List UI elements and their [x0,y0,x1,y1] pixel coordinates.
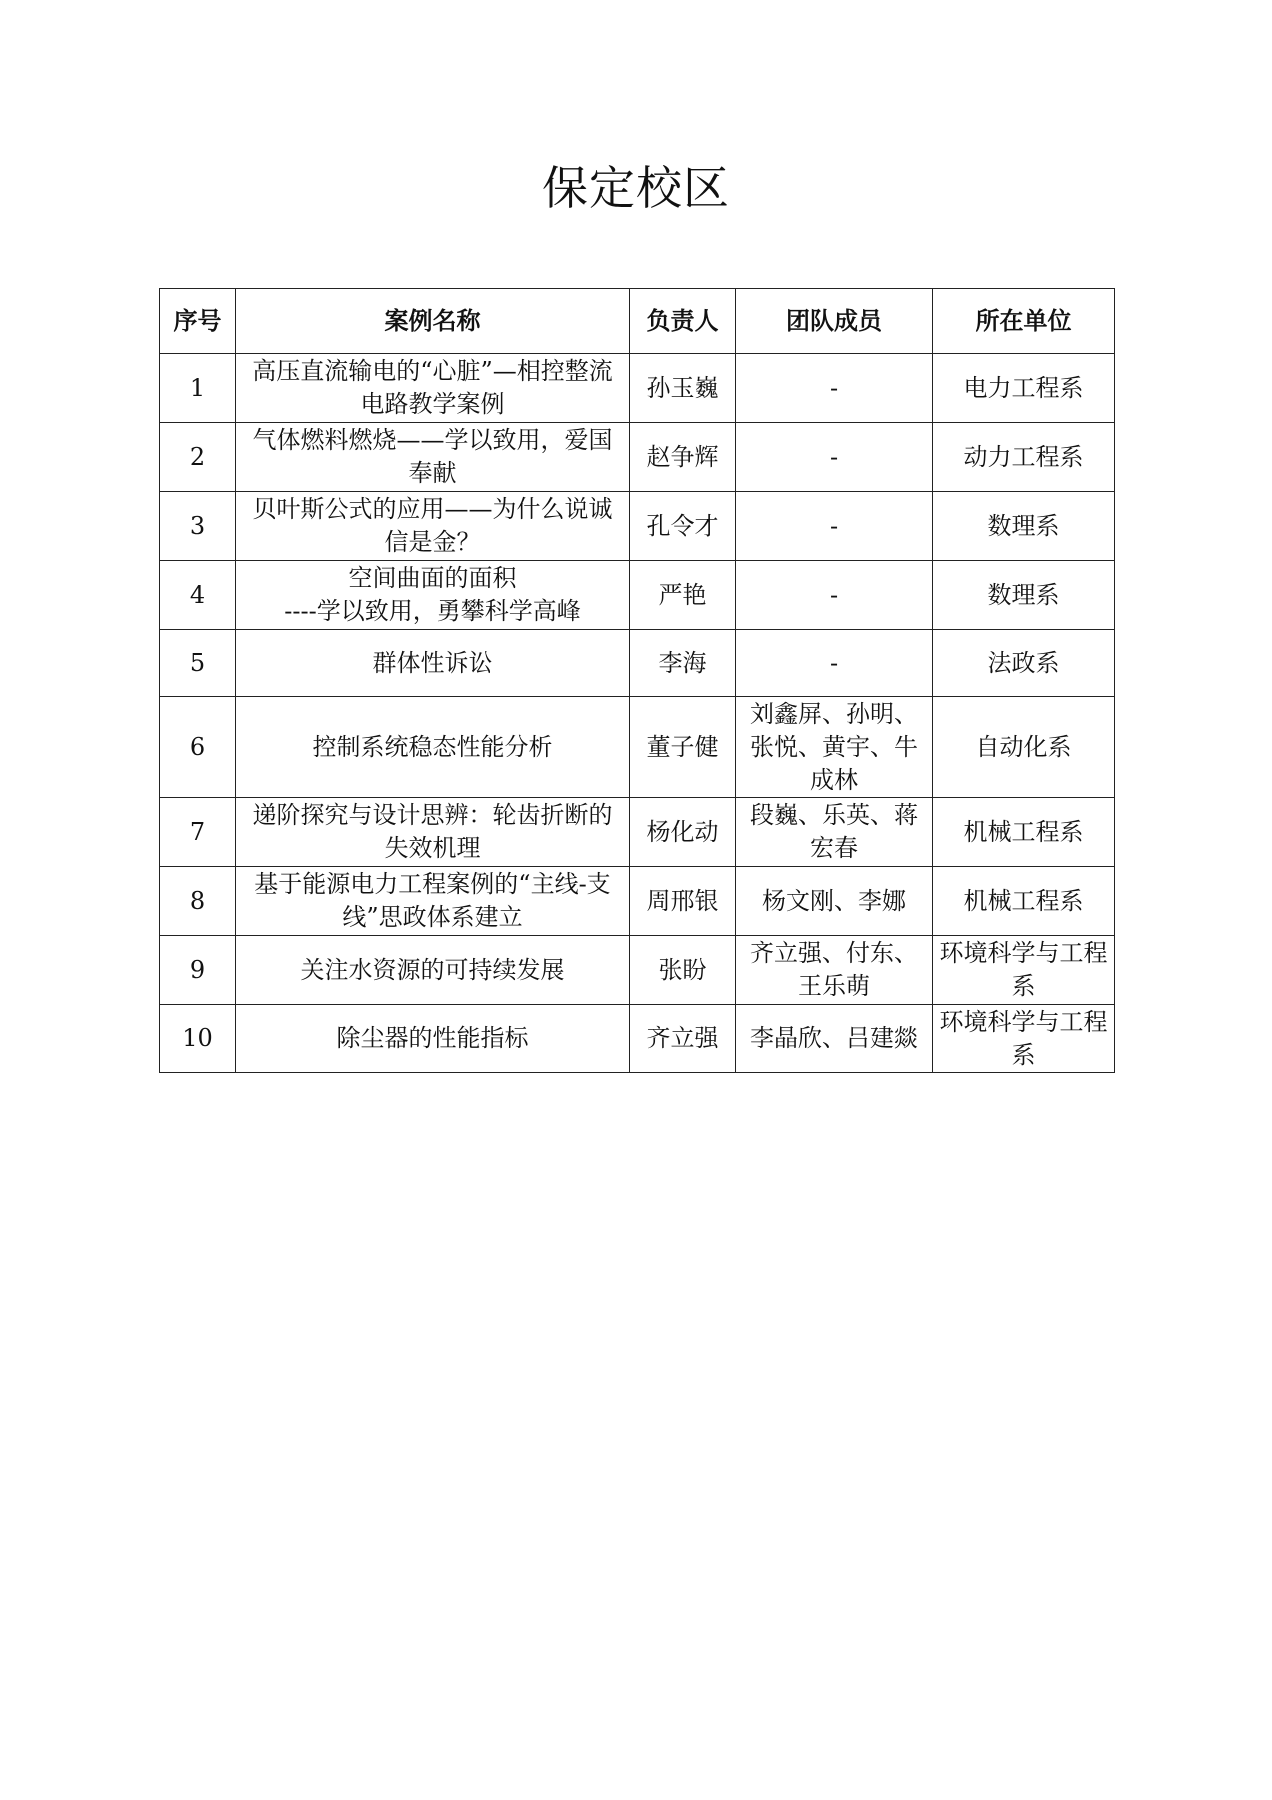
case-table [159,288,1115,1073]
table-row [160,561,1115,630]
cell-lead: 周邢银 [630,867,736,936]
table-row [160,936,1115,1005]
cell-lead: 张盼 [630,936,736,1005]
cell-case-name: 群体性诉讼 [236,630,630,697]
cell-department: 环境科学与工程系 [933,1005,1115,1073]
table-row [160,354,1115,423]
cell-department: 机械工程系 [933,798,1115,867]
cell-case-name: 递阶探究与设计思辨：轮齿折断的失效机理 [236,798,630,867]
header-department: 所在单位 [933,289,1115,354]
table-row [160,798,1115,867]
cell-team: - [736,630,933,697]
cell-team: 刘鑫屏、孙明、张悦、黄宇、牛成林 [736,697,933,798]
cell-number: 5 [160,630,236,697]
header-team: 团队成员 [736,289,933,354]
table-header-row [160,289,1115,354]
cell-case-name: 贝叶斯公式的应用——为什么说诚信是金？ [236,492,630,561]
cell-department: 电力工程系 [933,354,1115,423]
cell-lead: 严艳 [630,561,736,630]
header-lead: 负责人 [630,289,736,354]
cell-case-name: 除尘器的性能指标 [236,1005,630,1073]
table-row [160,867,1115,936]
cell-department: 动力工程系 [933,423,1115,492]
cell-number: 3 [160,492,236,561]
cell-case-name: 关注水资源的可持续发展 [236,936,630,1005]
cell-lead: 董子健 [630,697,736,798]
cell-lead: 杨化动 [630,798,736,867]
cell-department: 数理系 [933,492,1115,561]
cell-team: 齐立强、付东、王乐萌 [736,936,933,1005]
table-row [160,492,1115,561]
cell-lead: 孙玉巍 [630,354,736,423]
cell-number: 7 [160,798,236,867]
table-row [160,423,1115,492]
cell-case-name: 气体燃料燃烧——学以致用，爱国奉献 [236,423,630,492]
header-case-name: 案例名称 [236,289,630,354]
cell-case-name: 控制系统稳态性能分析 [236,697,630,798]
cell-department: 机械工程系 [933,867,1115,936]
case-name-line-1: 空间曲面的面积 [348,564,517,592]
cell-case-name [236,561,630,630]
cell-team: 段巍、乐英、蒋宏春 [736,798,933,867]
cell-department: 数理系 [933,561,1115,630]
cell-number: 10 [160,1005,236,1073]
cell-case-name: 基于能源电力工程案例的“主线-支线”思政体系建立 [236,867,630,936]
cell-case-name: 高压直流输电的“心脏”—相控整流电路教学案例 [236,354,630,423]
cell-number: 4 [160,561,236,630]
cell-lead: 齐立强 [630,1005,736,1073]
cell-number: 2 [160,423,236,492]
cell-team: 李晶欣、吕建燚 [736,1005,933,1073]
table-row [160,630,1115,697]
cell-team: - [736,492,933,561]
cell-team: - [736,561,933,630]
table-row [160,697,1115,798]
cell-number: 9 [160,936,236,1005]
header-number: 序号 [160,289,236,354]
cell-team: 杨文刚、李娜 [736,867,933,936]
cell-number: 1 [160,354,236,423]
cell-team: - [736,354,933,423]
table-row [160,1005,1115,1073]
cell-lead: 李海 [630,630,736,697]
cell-lead: 孔令才 [630,492,736,561]
cell-team: - [736,423,933,492]
cell-number: 6 [160,697,236,798]
cell-number: 8 [160,867,236,936]
cell-department: 法政系 [933,630,1115,697]
case-name-line-2: ----学以致用，勇攀科学高峰 [284,597,581,625]
cell-department: 自动化系 [933,697,1115,798]
cell-lead: 赵争辉 [630,423,736,492]
cell-department: 环境科学与工程系 [933,936,1115,1005]
page-title: 保定校区 [542,161,730,215]
